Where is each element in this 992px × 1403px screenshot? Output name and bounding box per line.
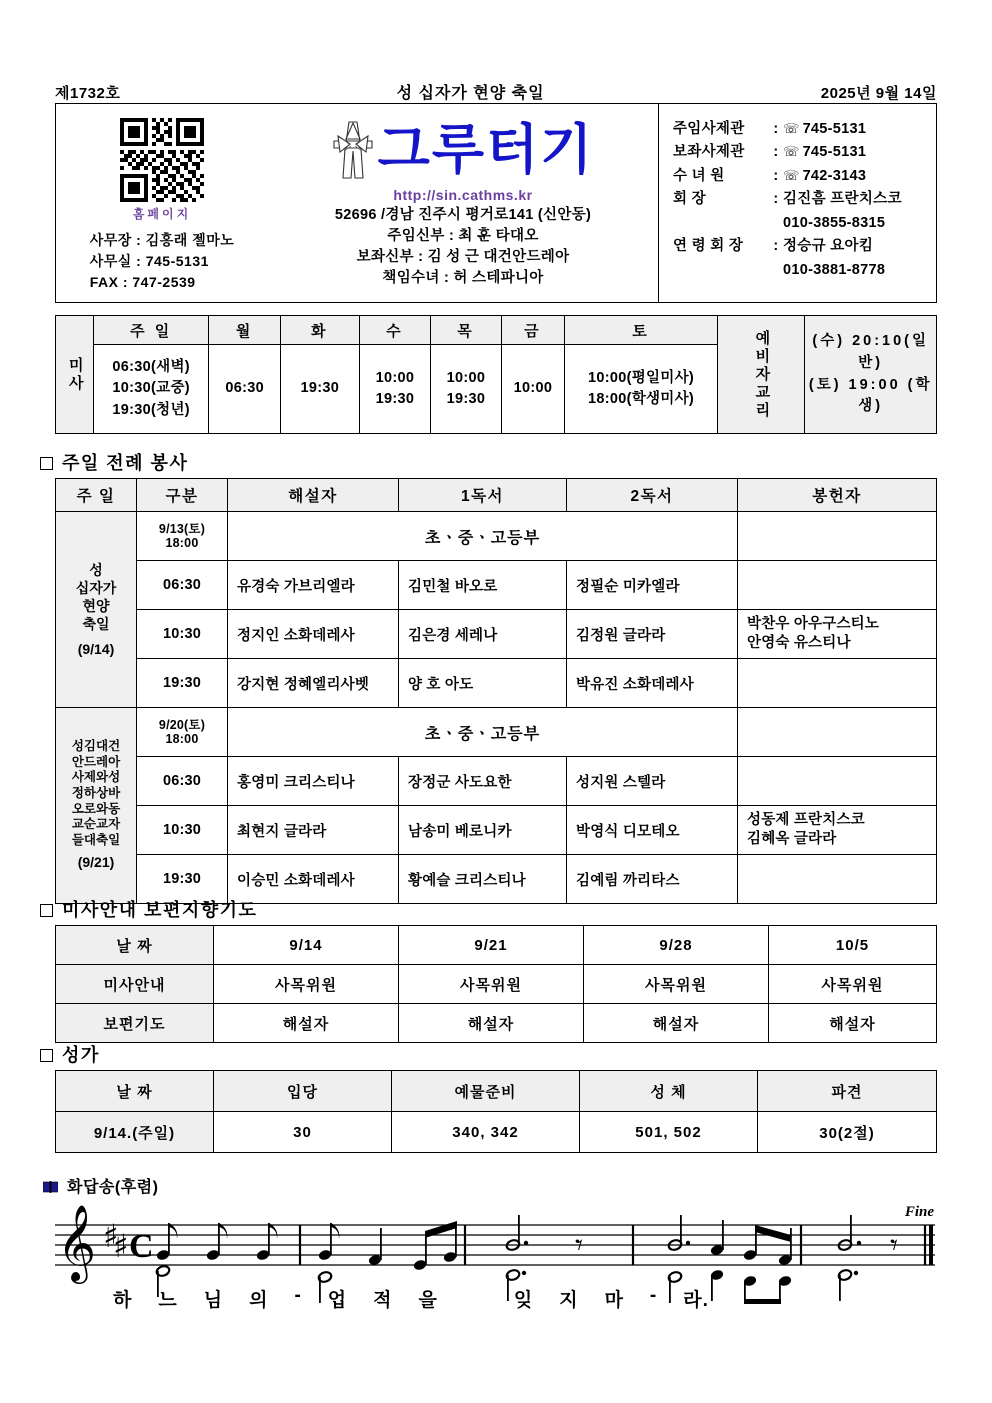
contact-label: 주임사제관 (673, 121, 745, 137)
pastor-name: 주임신부 : 최 훈 타대오 (387, 228, 539, 245)
hymn-section-heading (40, 1041, 100, 1067)
col-division: 구분 (137, 479, 228, 512)
score-section-heading (43, 1174, 158, 1197)
guide-section-heading (40, 896, 257, 922)
checkbox-square-icon (40, 1049, 53, 1062)
chairman-mobile: 010-3855-8315 (783, 214, 886, 231)
table-row (56, 1004, 937, 1043)
liturgy-commentator: 홍영미 크리스티나 (228, 757, 399, 806)
liturgy-time: 19:30 (137, 659, 228, 708)
table-header-row (56, 316, 937, 345)
lyrics-line (55, 1285, 937, 1312)
contact-label: 보좌사제관 (673, 144, 745, 161)
liturgy-reading2: 김예림 까리타스 (567, 855, 738, 904)
liturgy-offertory: 성동제 프란치스코 김혜옥 글라라 (738, 806, 937, 855)
mass-guide-table (55, 925, 937, 1043)
score-heading-text: 화답송(후렴) (67, 1179, 159, 1196)
liturgy-time: 06:30 (137, 561, 228, 610)
catechumen-times (805, 316, 937, 434)
liturgy-reading1: 김은경 세레나 (399, 610, 567, 659)
liturgy-reading2: 박유진 소화데레사 (567, 659, 738, 708)
guide-row-header: 날 짜 (56, 926, 214, 965)
col-reading2: 2독서 (567, 479, 738, 512)
time-signature (129, 1228, 154, 1265)
table-header-row (56, 479, 937, 512)
contact-value: ☏ 742-3143 (783, 167, 867, 184)
telephone-icon: ☏ (783, 144, 800, 160)
hymn-table (55, 1070, 937, 1153)
fine-marking: Fine (904, 1204, 934, 1220)
office-phone: 사무실 : 745-5131 (89, 253, 209, 269)
contact-colon: : (773, 238, 779, 255)
guide-cell: 해설자 (399, 1004, 584, 1043)
contact-label: 회 장 (673, 191, 706, 208)
masthead-box (55, 103, 937, 303)
table-row (56, 512, 937, 561)
liturgy-time: 19:30 (137, 855, 228, 904)
svg-text:♯: ♯ (113, 1227, 129, 1265)
contact-label: 연 령 회 장 (673, 238, 744, 255)
mass-schedule-table (55, 315, 937, 434)
liturgy-section-heading (40, 449, 188, 475)
guide-date-2: 9/21 (399, 926, 584, 965)
col-thursday: 목 (431, 316, 501, 345)
guide-cell: 해설자 (584, 1004, 769, 1043)
hymn-date: 9/14.(주일) (56, 1112, 214, 1153)
hymn-recessional: 30(2절) (758, 1112, 937, 1153)
key-signature (103, 1217, 128, 1265)
col-monday: 월 (209, 316, 281, 345)
liturgy-offertory: 박찬우 아우구스티노 안영숙 유스티나 (738, 610, 937, 659)
mass-row-label: 미사 (56, 316, 94, 434)
checkbox-square-icon (40, 904, 53, 917)
col-date: 날 짜 (56, 1071, 214, 1112)
liturgy-offertory (738, 659, 937, 708)
table-row (56, 965, 937, 1004)
svg-text:𝄾: 𝄾 (575, 1228, 583, 1263)
guide-cell: 사목위원 (769, 965, 937, 1004)
guide-cell: 해설자 (214, 1004, 399, 1043)
checkbox-square-icon (40, 457, 53, 470)
table-header-row (56, 1071, 937, 1112)
liturgy-reading2: 정필순 미카엘라 (567, 561, 738, 610)
telephone-icon: ☏ (783, 167, 800, 183)
table-row (56, 659, 937, 708)
col-recessional: 파견 (758, 1071, 937, 1112)
guide-date-1: 9/14 (214, 926, 399, 965)
table-header-row (56, 926, 937, 965)
score-lyrics (55, 1285, 937, 1312)
contact-colon: : (773, 167, 779, 184)
table-row (56, 757, 937, 806)
qr-code-icon (120, 118, 204, 202)
contact-value: ☏ 745-5131 (783, 144, 867, 161)
hymn-entrance: 30 (214, 1112, 392, 1153)
masthead-center (268, 104, 658, 302)
hymn-communion: 501, 502 (580, 1112, 758, 1153)
guide-row-label: 미사안내 (56, 965, 214, 1004)
table-row (56, 708, 937, 757)
guide-cell: 해설자 (769, 1004, 937, 1043)
lyrics-phrase-2: 잊 지 마 - 라. (513, 1285, 709, 1311)
elder-chair-mobile: 010-3881-8778 (783, 261, 886, 278)
guide-date-4: 10/5 (769, 926, 937, 965)
masthead-left (56, 104, 268, 302)
liturgy-offertory (738, 757, 937, 806)
contact-value: ☏ 745-5131 (783, 121, 867, 137)
contact-colon: : (773, 191, 779, 208)
telephone-icon: ☏ (783, 121, 800, 136)
col-tuesday: 화 (281, 316, 360, 345)
col-wednesday: 수 (359, 316, 431, 345)
contact-row-pastor (673, 118, 936, 141)
table-row (56, 610, 937, 659)
hymn-heading-text: 성가 (62, 1045, 100, 1065)
liturgy-reading1: 남송미 베로니카 (399, 806, 567, 855)
mass-friday-times: 10:00 (501, 345, 565, 434)
col-commentator: 해설자 (228, 479, 399, 512)
liturgy-commentator: 강지현 정혜엘리사벳 (228, 659, 399, 708)
col-sunday: 주 일 (56, 479, 137, 512)
liturgy-time: 06:30 (137, 757, 228, 806)
guide-date-3: 9/28 (584, 926, 769, 965)
liturgy-group-label-2: 성김대건 안드레아 사제와성 정하상바 오로와동 교순교자 들대축일 (9/21) (56, 708, 137, 904)
masthead-contacts (658, 104, 936, 302)
svg-text:C: C (129, 1228, 154, 1265)
office-manager: 사무장 : 김홍래 젤마노 (89, 232, 235, 248)
liturgy-reading2: 김정원 글라라 (567, 610, 738, 659)
guide-cell: 사목위원 (399, 965, 584, 1004)
liturgy-reading2: 성지원 스텔라 (567, 757, 738, 806)
logo-row (268, 114, 658, 186)
contact-row-convent (673, 165, 936, 188)
liturgy-commentator: 유경숙 가브리엘라 (228, 561, 399, 610)
col-friday: 금 (501, 316, 565, 345)
liturgy-reading1: 김민철 바오로 (399, 561, 567, 610)
col-communion: 성 체 (580, 1071, 758, 1112)
contact-label: 수 녀 원 (673, 167, 725, 184)
col-saturday: 토 (565, 316, 718, 345)
liturgy-merged-cell: 초ㆍ중ㆍ고등부 (228, 512, 738, 561)
parish-address: 52696 /경남 진주시 평거로141 (신안동) (334, 207, 592, 223)
col-entrance: 입당 (214, 1071, 392, 1112)
contact-row-chairman (673, 188, 936, 211)
office-fax: FAX : 747-2539 (89, 274, 196, 290)
contact-row-assistant (673, 141, 936, 164)
liturgy-commentator: 이승민 소화데레사 (228, 855, 399, 904)
catechumen-label: 예비자교리 (717, 316, 805, 434)
liturgy-group-label-1: 성 십자가 현양 축일 (9/14) (56, 512, 137, 708)
office-info (90, 230, 235, 293)
liturgy-offertory (738, 855, 937, 904)
contact-value: 김진흠 프란치스코 (783, 191, 902, 208)
contact-colon: : (773, 144, 779, 161)
liturgy-service-table (55, 478, 937, 904)
svg-text:𝄞: 𝄞 (57, 1204, 97, 1281)
guide-heading-text: 미사안내 보편지향기도 (62, 900, 258, 920)
liturgy-commentator: 정지인 소화데레사 (228, 610, 399, 659)
guide-cell: 사목위원 (214, 965, 399, 1004)
issue-number: 제1732호 (55, 85, 121, 102)
svg-text:𝄾: 𝄾 (890, 1228, 898, 1263)
svg-text:♯: ♯ (103, 1217, 119, 1255)
bulletin-title: 그루터기 (377, 120, 595, 180)
col-reading1: 1독서 (399, 479, 567, 512)
mass-thursday-times: 10:00 19:30 (431, 345, 501, 434)
header-line (55, 80, 937, 103)
table-row (56, 806, 937, 855)
liturgy-time: 9/20(토) 18:00 (137, 708, 228, 757)
qr-label: 홈페이지 (132, 207, 192, 221)
mass-monday-times: 06:30 (209, 345, 281, 434)
lyrics-phrase-1: 하 느 님 의 - 업 적 을 (113, 1285, 438, 1311)
liturgy-offertory (738, 561, 937, 610)
catechumen-time-wed: (수) 20:10(일반) (812, 333, 929, 371)
hymn-offertory: 340, 342 (392, 1112, 580, 1153)
col-offertory: 예물준비 (392, 1071, 580, 1112)
liturgy-time: 10:30 (137, 806, 228, 855)
parish-address-block (268, 205, 658, 289)
liturgy-reading1: 황예슬 크리스티나 (399, 855, 567, 904)
liturgy-reading1: 장정군 사도요한 (399, 757, 567, 806)
liturgy-time: 10:30 (137, 610, 228, 659)
liturgy-reading1: 양 호 아도 (399, 659, 567, 708)
contact-row-elder-chair (673, 235, 936, 258)
feast-title: 성 십자가 현양 축일 (396, 85, 545, 102)
liturgy-time: 9/13(토) 18:00 (137, 512, 228, 561)
catechumen-time-sat: (토) 19:00 (학생) (808, 376, 933, 415)
website-url[interactable]: http://sin.cathms.kr (393, 187, 533, 203)
contact-value: 정승규 요아킴 (783, 238, 874, 255)
treble-clef-icon (57, 1204, 96, 1284)
cross-logo-icon (332, 119, 374, 181)
liturgy-merged-cell: 초ㆍ중ㆍ고등부 (228, 708, 738, 757)
publication-date: 2025년 9월 14일 (820, 85, 937, 102)
responsible-sister-name: 책임수녀 : 허 스테파니아 (382, 270, 544, 287)
liturgy-heading-text: 주일 전례 봉사 (62, 453, 189, 473)
guide-cell: 사목위원 (584, 965, 769, 1004)
liturgy-offertory (738, 708, 937, 757)
col-sunday: 주 일 (94, 316, 209, 345)
mass-sunday-times: 06:30(새벽) 10:30(교중) 19:30(청년) (94, 345, 209, 434)
col-offertory: 봉헌자 (738, 479, 937, 512)
table-row (56, 561, 937, 610)
melody-notes (156, 1215, 898, 1271)
liturgy-reading2: 박영식 디모테오 (567, 806, 738, 855)
mass-tuesday-times: 19:30 (281, 345, 360, 434)
mass-wednesday-times: 10:00 19:30 (359, 345, 431, 434)
assistant-priest-name: 보좌신부 : 김 성 근 대건안드레아 (356, 249, 570, 266)
contact-colon: : (773, 121, 779, 137)
open-book-icon (43, 1181, 58, 1193)
mass-saturday-times: 10:00(평일미사) 18:00(학생미사) (565, 345, 718, 434)
guide-row-label: 보편기도 (56, 1004, 214, 1043)
liturgy-offertory (738, 512, 937, 561)
table-row (56, 1112, 937, 1153)
liturgy-commentator: 최현지 글라라 (228, 806, 399, 855)
